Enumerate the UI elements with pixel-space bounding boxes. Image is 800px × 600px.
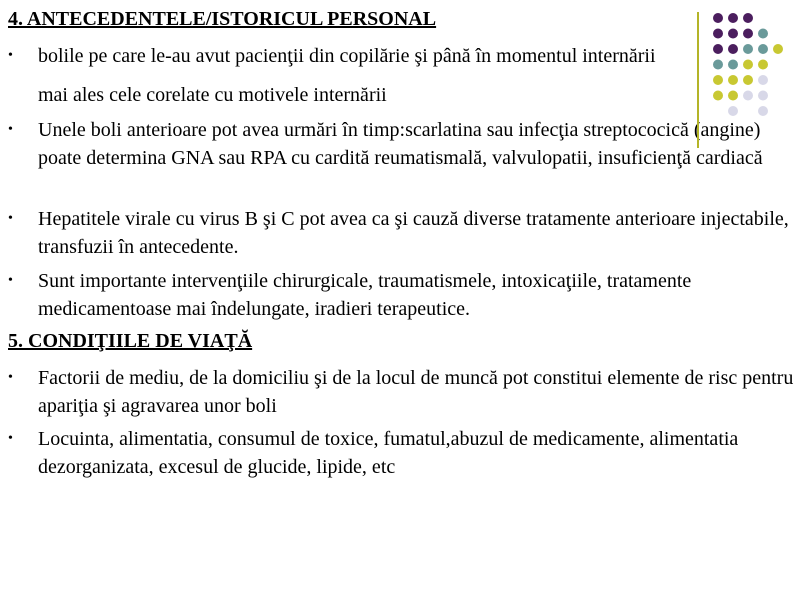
decorative-dot bbox=[728, 91, 738, 101]
decorative-dot bbox=[743, 29, 753, 39]
decorative-dot bbox=[743, 60, 753, 70]
decorative-dot bbox=[728, 106, 738, 116]
decorative-dot bbox=[743, 44, 753, 54]
decorative-dot bbox=[728, 44, 738, 54]
decorative-dot bbox=[728, 60, 738, 70]
list-item-text: Unele boli anterioare pot avea urmări în timp:scarlatina sau infecţia streptococică (angine) poate determina GNA sau RPA cu cardită reumatismală, valvulopatii, insuficienţă cardiacă bbox=[38, 119, 763, 169]
section-5-heading: 5. CONDIŢIILE DE VIAŢĂ bbox=[8, 330, 253, 352]
section-4-heading: 4. ANTECEDENTELE/ISTORICUL PERSONAL bbox=[8, 8, 437, 30]
list-item-text: bolile pe care le-au avut pacienţii din copilărie şi până în momentul internării bbox=[38, 45, 656, 67]
bullet-icon: • bbox=[8, 431, 13, 446]
list-item-text: Hepatitele virale cu virus B şi C pot avea ca şi cauză diverse tratamente anterioare injectabile, transfuzii în antecedente. bbox=[38, 208, 789, 258]
bullet-icon: • bbox=[8, 370, 13, 385]
decorative-dot bbox=[713, 44, 723, 54]
decorative-dot bbox=[728, 75, 738, 85]
decorative-dot bbox=[758, 44, 768, 54]
decorative-dot bbox=[758, 60, 768, 70]
bullet-icon: • bbox=[8, 48, 13, 63]
bullet-icon: • bbox=[8, 273, 13, 288]
bullet-icon: • bbox=[8, 122, 13, 137]
decorative-dot bbox=[728, 13, 738, 23]
decorative-dot bbox=[713, 60, 723, 70]
list-item-text: Factorii de mediu, de la domiciliu şi de la locul de muncă pot constitui elemente de risc pentru apariţia şi agravarea unor boli bbox=[38, 367, 794, 417]
decorative-dot bbox=[758, 75, 768, 85]
decorative-dot bbox=[758, 106, 768, 116]
decorative-dot bbox=[743, 75, 753, 85]
decorative-dot bbox=[713, 91, 723, 101]
decorative-dot bbox=[713, 75, 723, 85]
list-item-text: Locuinta, alimentatia, consumul de toxice, fumatul,abuzul de medicamente, alimentatia dezorganizata, excesul de glucide, lipide, etc bbox=[38, 428, 739, 478]
decorative-dot bbox=[713, 13, 723, 23]
list-item-text: Sunt importante intervenţiile chirurgicale, traumatismele, intoxicaţiile, tratamente medicamentoase mai îndelungate, iradieri terapeutice. bbox=[38, 270, 692, 320]
decorative-dot bbox=[713, 29, 723, 39]
decorative-dot bbox=[758, 29, 768, 39]
decorative-dot bbox=[758, 91, 768, 101]
decorative-dot bbox=[743, 13, 753, 23]
bullet-icon: • bbox=[8, 211, 13, 226]
decorative-dot bbox=[743, 91, 753, 101]
decorative-dot bbox=[773, 44, 783, 54]
decorative-dot bbox=[728, 29, 738, 39]
list-item-continuation: mai ales cele corelate cu motivele internării bbox=[38, 84, 387, 106]
